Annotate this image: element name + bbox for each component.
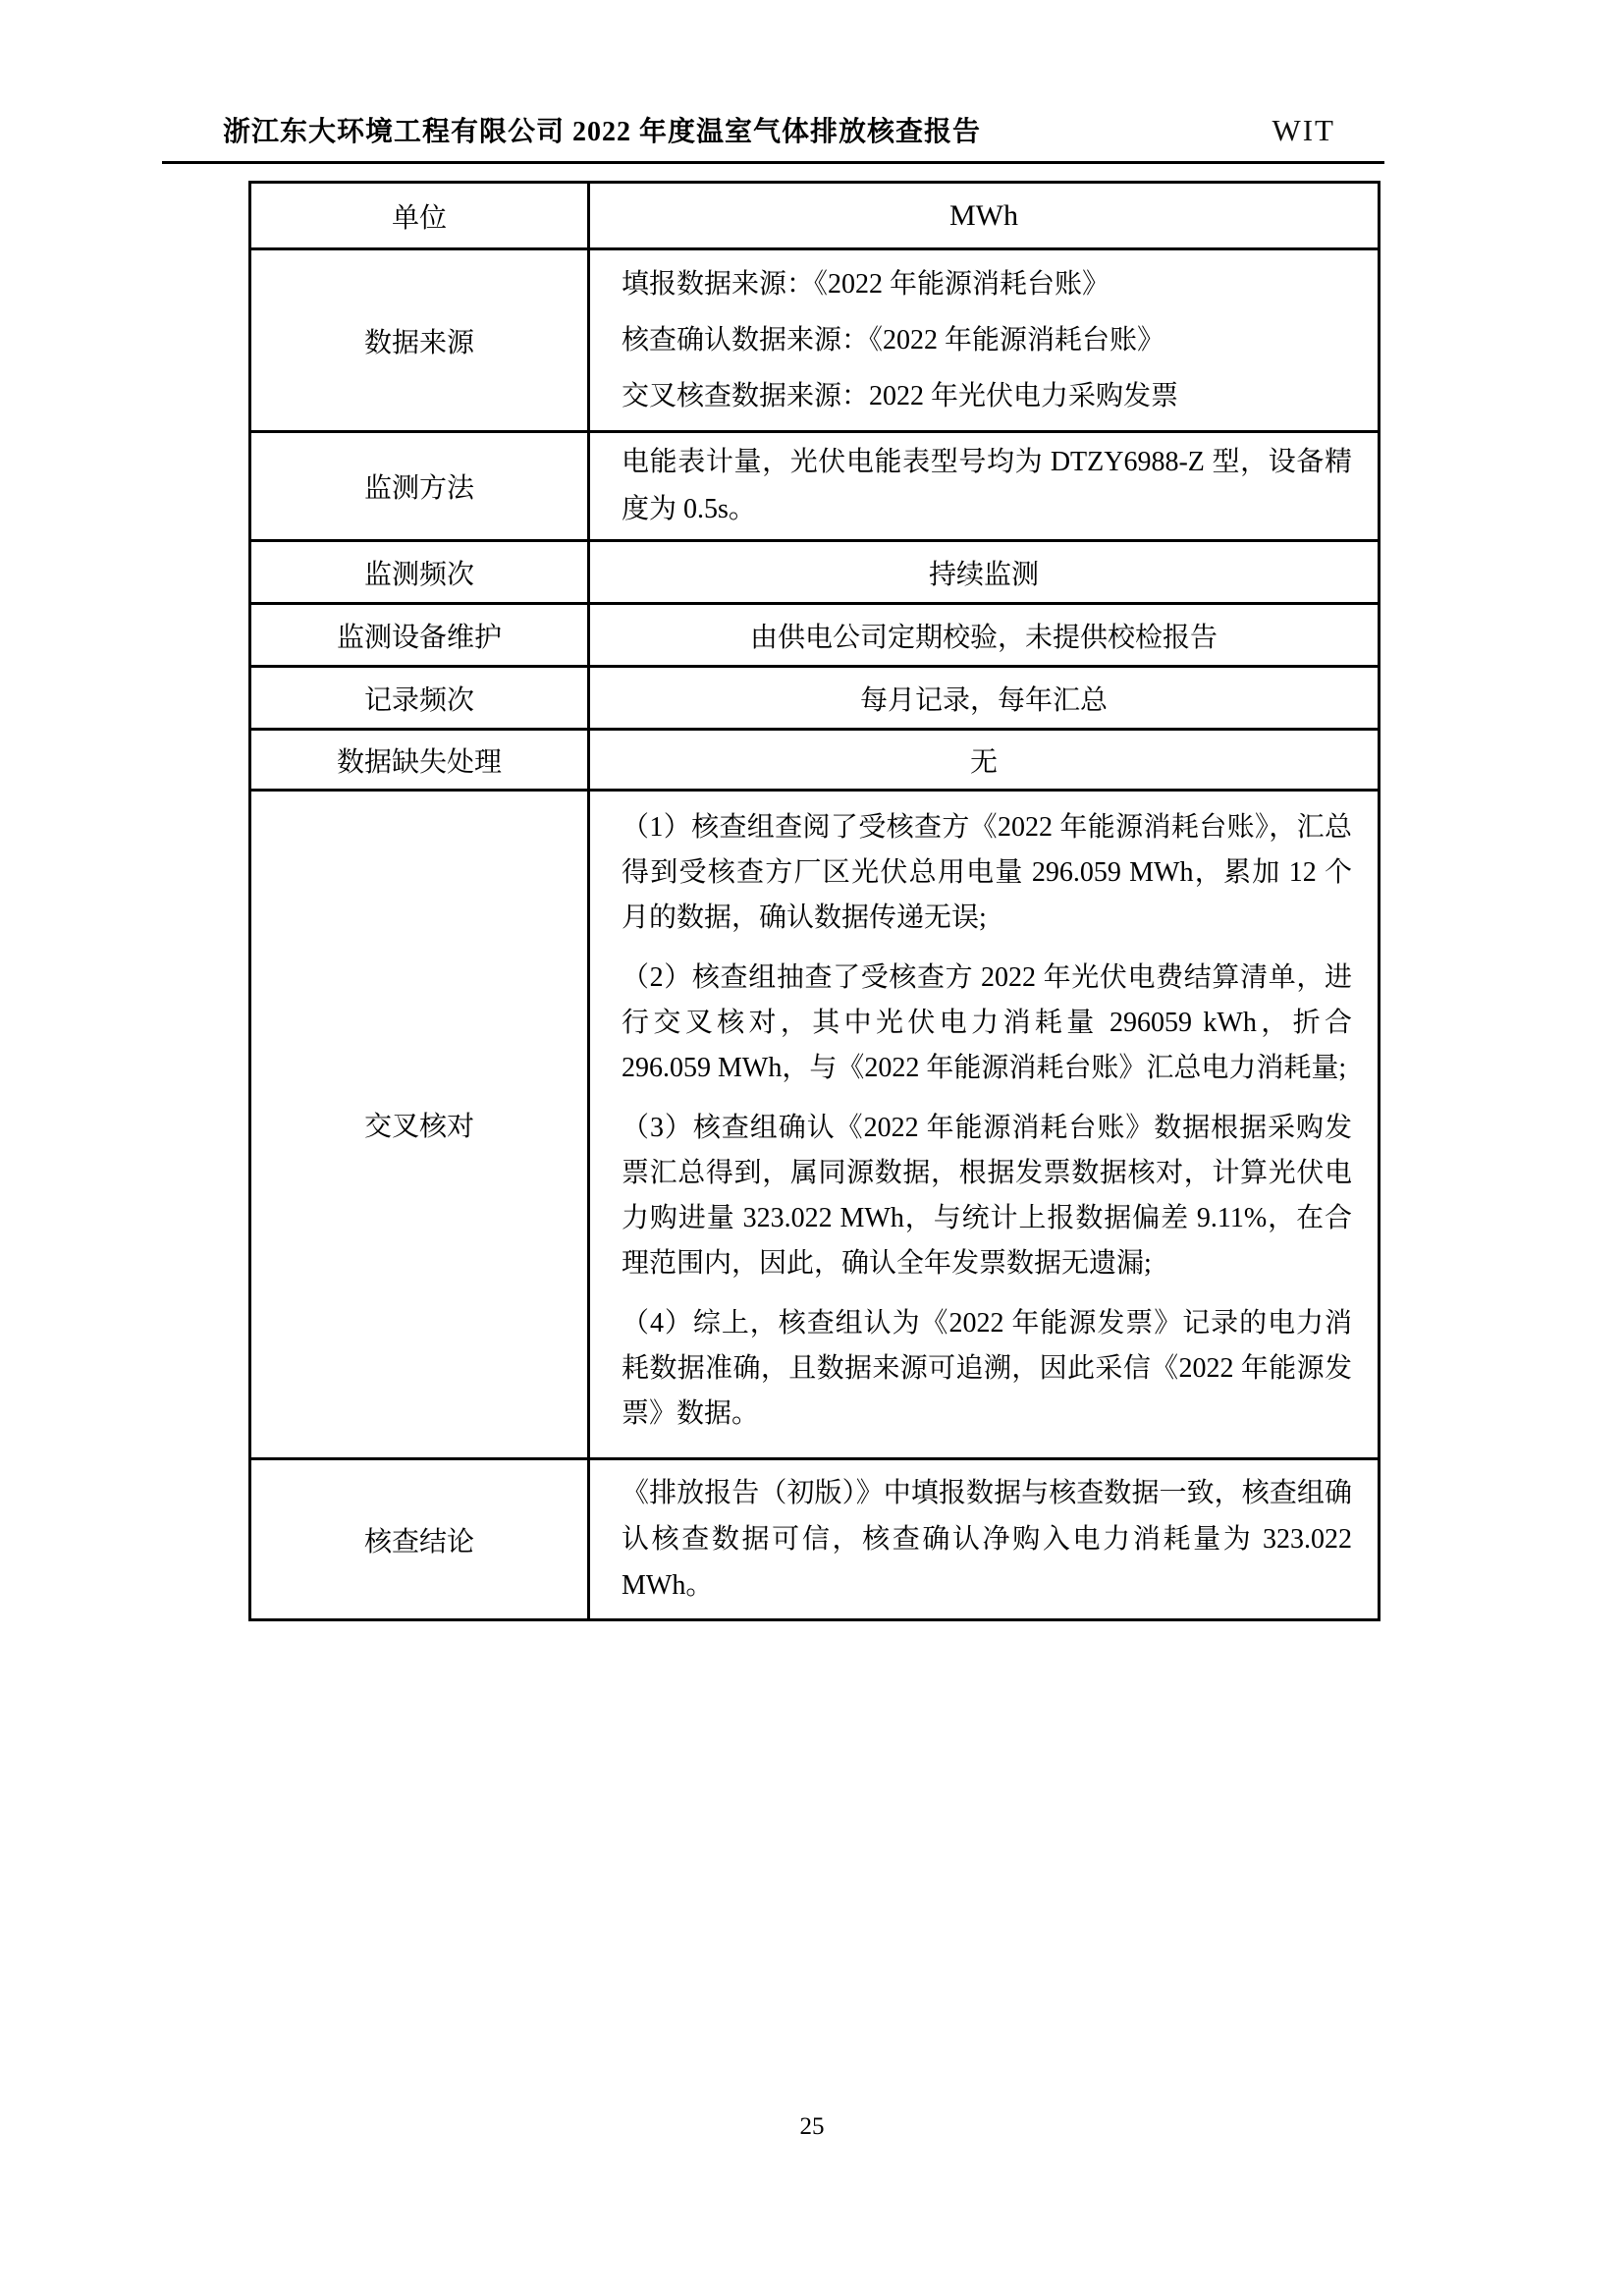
table-row-monitoring-frequency [250, 541, 1380, 604]
row-value-unit [589, 183, 1380, 249]
data-source-line-3: 交叉核查数据来源：2022 年光伏电力采购发票 [622, 381, 1179, 411]
header-title: 浙江东大环境工程有限公司 2022 年度温室气体排放核查报告 [223, 117, 982, 147]
data-source-line-1: 填报数据来源：《2022 年能源消耗台账》 [622, 269, 1110, 300]
cross-check-item-2: （2）核查组抽查了受核查方 2022 年光伏电费结算清单，进行交叉核对，其中光伏电力消耗量 296059 kWh，折合 296.059 MWh，与《2022 年能源消耗台账》汇总电力消耗量; [622, 962, 1352, 1083]
row-value-cross-check [589, 791, 1380, 1459]
row-label-unit: 单位 [250, 183, 589, 249]
header-logo-wit: WIT [1272, 113, 1335, 147]
row-value-record-frequency: 每月记录，每年汇总 [589, 667, 1380, 730]
row-label-missing-data-handling: 数据缺失处理 [250, 730, 589, 791]
table-row-equipment-maintenance [250, 604, 1380, 667]
monitoring-method-text: 电能表计量，光伏电能表型号均为 DTZY6988-Z 型，设备精度为 0.5s。 [622, 447, 1352, 524]
table-row-cross-check [250, 791, 1380, 1459]
row-label-data-source: 数据来源 [250, 249, 589, 432]
row-label-monitoring-frequency: 监测频次 [250, 541, 589, 604]
unit-value: MWh [949, 198, 1018, 232]
row-label-equipment-maintenance: 监测设备维护 [250, 604, 589, 667]
cross-check-item-1: （1）核查组查阅了受核查方《2022 年能源消耗台账》，汇总得到受核查方厂区光伏总用电量 296.059 MWh，累加 12 个月的数据，确认数据传递无误; [622, 812, 1352, 933]
row-value-missing-data-handling: 无 [589, 730, 1380, 791]
row-value-monitoring-method [589, 432, 1380, 541]
row-label-cross-check: 交叉核对 [250, 791, 589, 1459]
table-row-missing-data-handling [250, 730, 1380, 791]
table-row-unit [250, 183, 1380, 249]
row-value-equipment-maintenance: 由供电公司定期校验，未提供校检报告 [589, 604, 1380, 667]
row-label-record-frequency: 记录频次 [250, 667, 589, 730]
row-value-data-source [589, 249, 1380, 432]
page-number: 25 [799, 2113, 825, 2140]
row-label-verification-conclusion: 核查结论 [250, 1459, 589, 1620]
verification-table [248, 181, 1380, 1621]
cross-check-item-4: （4）综上，核查组认为《2022 年能源发票》记录的电力消耗数据准确，且数据来源可追溯，因此采信《2022 年能源发票》数据。 [622, 1308, 1352, 1429]
row-value-verification-conclusion [589, 1459, 1380, 1620]
page-footer [0, 2113, 1624, 2141]
row-value-monitoring-frequency: 持续监测 [589, 541, 1380, 604]
page-header [162, 0, 1384, 164]
cross-check-item-3: （3）核查组确认《2022 年能源消耗台账》数据根据采购发票汇总得到，属同源数据，根据发票数据核对，计算光伏电力购进量 323.022 MWh，与统计上报数据偏差 9.11%，在合理范围内，因此，确认全年发票数据无遗漏; [622, 1113, 1352, 1279]
data-source-line-2: 核查确认数据来源：《2022 年能源消耗台账》 [622, 325, 1165, 355]
verification-conclusion-text: 《排放报告（初版）》中填报数据与核查数据一致，核查组确认核查数据可信，核查确认净购入电力消耗量为 323.022 MWh。 [622, 1478, 1352, 1601]
table-row-data-source [250, 249, 1380, 432]
table-row-record-frequency [250, 667, 1380, 730]
table-row-monitoring-method [250, 432, 1380, 541]
table-row-verification-conclusion [250, 1459, 1380, 1620]
row-label-monitoring-method: 监测方法 [250, 432, 589, 541]
